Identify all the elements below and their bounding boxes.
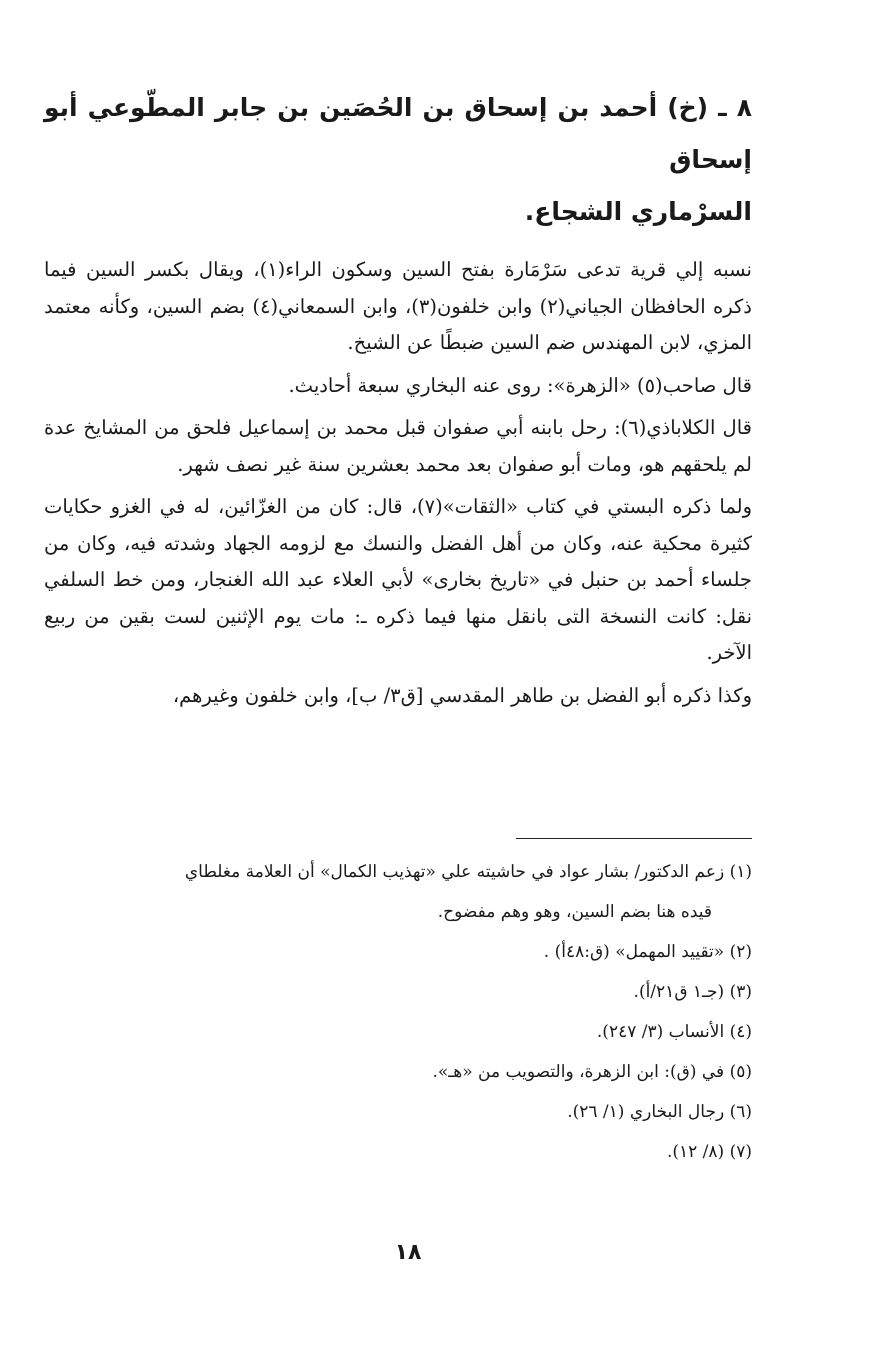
paragraph-nisba: نسبه إلي قرية تدعى سَرْمَارة بفتح السين وسكون الراء(١)، ويقال بكسر السين فيما ذكره الحافظان الجياني(٢) وابن خلفون(٣)، وابن السمعاني(٤) بضم السين، وكأنه معتمد المزي، لابن المهندس ضم السين ضبطًا عن الشيخ. bbox=[44, 258, 752, 354]
footnote-2: (٢) «تقييد المهمل» (ق:٤٨أ) . bbox=[543, 942, 752, 962]
footnote-separator bbox=[516, 838, 752, 839]
footnote-5: (٥) في (ق): ابن الزهرة، والتصويب من «هـ». bbox=[432, 1062, 752, 1082]
paragraph-zahra: قال صاحب(٥) «الزهرة»: روى عنه البخاري سبعة أحاديث. bbox=[288, 373, 752, 397]
footnote-4: (٤) الأنساب (٣/ ٢٤٧). bbox=[596, 1022, 752, 1042]
paragraph-ibn-tahir: وكذا ذكره أبو الفضل بن طاهر المقدسي [ق٣/ ب]، وابن خلفون وغيرهم، bbox=[172, 683, 752, 707]
main-text bbox=[44, 82, 752, 720]
footnote-7: (٧) (٨/ ١٢). bbox=[666, 1142, 752, 1162]
entry-heading-line-2: السرْماري الشجاع. bbox=[524, 197, 752, 226]
entry-heading-line-1: ٨ ـ (خ) أحمد بن إسحاق بن الحُصَين بن جابر المطّوعي أبو إسحاق bbox=[44, 93, 752, 174]
entry-heading bbox=[44, 82, 752, 238]
footnote-3: (٣) (جـ١ ق٢١/أ). bbox=[633, 982, 752, 1002]
footnotes bbox=[44, 852, 752, 1172]
footnote-1: (١) زعم الدكتور/ بشار عواد في حاشيته علي «تهذيب الكمال» أن العلامة مغلطاي bbox=[184, 862, 752, 882]
page-number: ١٨ bbox=[394, 1240, 422, 1265]
paragraph-kalabadhi: قال الكلاباذي(٦): رحل بابنه أبي صفوان قبل محمد بن إسماعيل فلحق من المشايخ عدة لم يلحقهم هو، ومات أبو صفوان بعد محمد بعشرين سنة غير نصف شهر. bbox=[44, 416, 752, 476]
footnote-6: (٦) رجال البخاري (١/ ٢٦). bbox=[567, 1102, 752, 1122]
paragraph-busti: ولما ذكره البستي في كتاب «الثقات»(٧)، قال: كان من الغزّائين، له في الغزو حكايات كثيرة محكية عنه، وكان من أهل الفضل والنسك مع لزومه الجهاد وشدته فيه، وكان من جلساء أحمد بن حنبل في «تاريخ بخارى» لأبي العلاء عبد الله الغنجار، ومن خط السلفي نقل: كانت النسخة التى بانقل منها فيما ذكره ـ: مات يوم الإثنين لست بقين من ربيع الآخر. bbox=[44, 495, 752, 664]
footnote-1-continuation: قيده هنا بضم السين، وهو وهم مفضوح. bbox=[437, 902, 712, 922]
